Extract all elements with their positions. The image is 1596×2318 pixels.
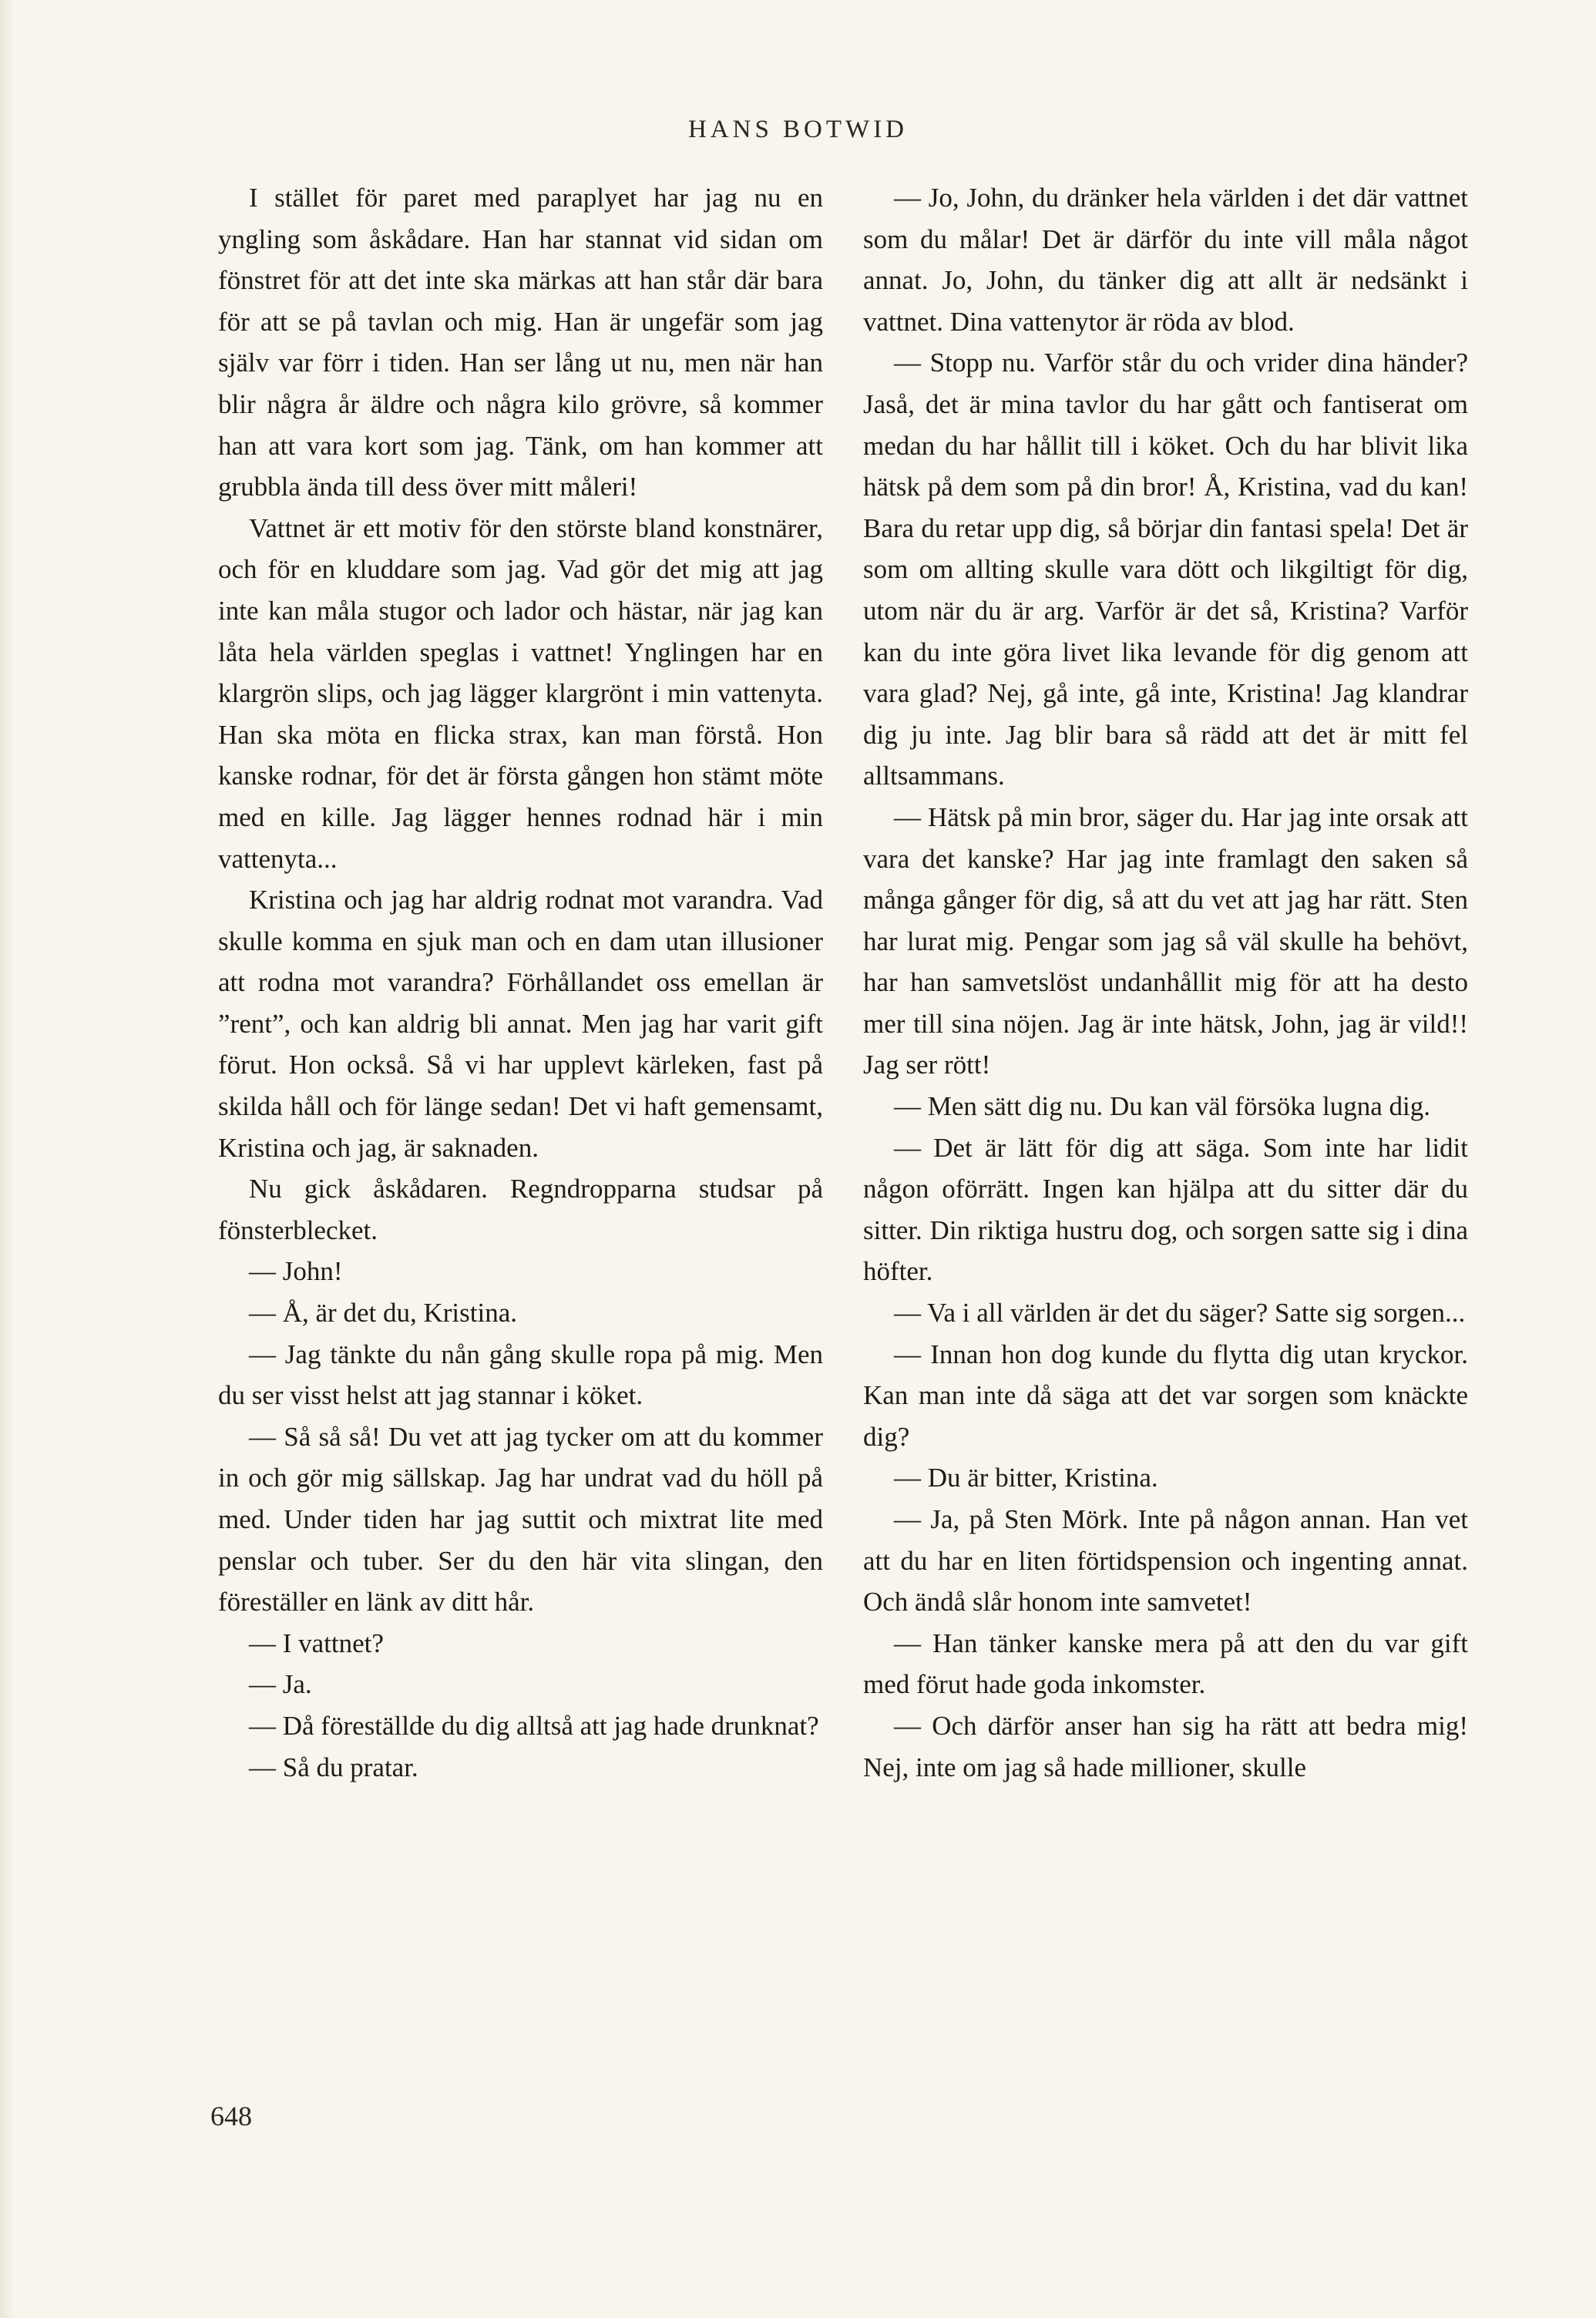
dialogue-line: — Hätsk på min bror, säger du. Har jag inte orsak att vara det kanske? Har jag inte framlagt den saken så många gånger för dig, så att du vet att jag har rätt. Sten har lurat mig. Pengar som jag så väl skulle ha behövt, har han samvetslöst undanhållit mig för att ha desto mer till sina nöjen. Jag är inte hätsk, John, jag är vild!! Jag ser rött! (863, 801, 1468, 1080)
left-column (218, 177, 823, 1788)
dialogue-line: — I vattnet? (249, 1628, 384, 1658)
dialogue-line: — Innan hon dog kunde du flytta dig utan kryckor. Kan man inte då säga att det var sorgen som knäckte dig? (863, 1339, 1468, 1452)
right-column (863, 177, 1468, 1788)
dialogue-line: — Och därför anser han sig ha rätt att bedra mig! Nej, inte om jag så hade millioner, skulle (863, 1710, 1468, 1782)
dialogue-line: — Va i all världen är det du säger? Satte sig sorgen... (894, 1298, 1466, 1329)
dialogue-line: — Stopp nu. Varför står du och vrider dina händer? Jaså, det är mina tavlor du har gått och fantiserat om medan du har hållit till i köket. Och du har blivit lika hätsk på dem som på din bror! Å, Kristina, vad du kan! Bara du retar upp dig, så börjar din fantasi spela! Det är som om allting skulle vara dött och likgiltigt för dig, utom när du är arg. Varför är det så, Kristina? Varför kan du inte göra livet lika levande för dig genom att vara glad? Nej, gå inte, gå inte, Kristina! Jag klandrar dig ju inte. Jag blir bara så rädd att det är mitt fel alltsammans. (863, 348, 1468, 791)
paragraph: Nu gick åskådaren. Regndropparna studsar på fönsterblecket. (218, 1174, 823, 1245)
dialogue-line: — Då föreställde du dig alltså att jag hade drunknat? (249, 1710, 819, 1741)
dialogue-line: — Ja. (249, 1669, 312, 1700)
dialogue-line: — John! (249, 1256, 343, 1287)
dialogue-line: — Så så så! Du vet att jag tycker om att du kommer in och gör mig sällskap. Jag har undrat vad du höll på med. Under tiden har jag suttit och mixtrat lite med penslar och tuber. Ser du den här vita slingan, den föreställer en länk av ditt hår. (218, 1421, 823, 1618)
dialogue-line: — Ja, på Sten Mörk. Inte på någon annan. Han vet att du har en liten förtidspension och ingenting annat. Och ändå slår honom inte samvetet! (863, 1504, 1468, 1618)
dialogue-line: — Han tänker kanske mera på att den du var gift med förut hade goda inkomster. (863, 1628, 1468, 1700)
running-head: HANS BOTWID (687, 116, 909, 143)
dialogue-line: — Men sätt dig nu. Du kan väl försöka lugna dig. (894, 1091, 1431, 1122)
paragraph: Vattnet är ett motiv för den störste bland konstnärer, och för en kluddare som jag. Vad gör det mig att jag inte kan måla stugor och lador och hästar, när jag kan låta hela världen speglas i vattnet! Ynglingen har en klargrön slips, och jag lägger klargrönt i min vattenyta. Han ska möta en flicka strax, kan man förstå. Hon kanske rodnar, för det är första gången hon stämt möte med en kille. Jag lägger hennes rodnad här i min vattenyta... (218, 512, 823, 874)
dialogue-line: — Så du pratar. (249, 1752, 418, 1782)
dialogue-line: — Jag tänkte du nån gång skulle ropa på mig. Men du ser visst helst att jag stannar i köket. (218, 1339, 823, 1411)
dialogue-line: — Du är bitter, Kristina. (894, 1463, 1158, 1493)
paragraph: I stället för paret med paraplyet har jag nu en yngling som åskådare. Han har stannat vid sidan om fönstret för att det inte ska märkas att han står där bara för att se på tavlan och mig. Han är ungefär som jag själv var förr i tiden. Han ser lång ut nu, men när han blir några år äldre och några kilo grövre, så kommer han att vara kort som jag. Tänk, om han kommer att grubbla ända till dess över mitt måleri! (218, 183, 823, 502)
page-number: 648 (210, 2101, 252, 2132)
dialogue-line: — Å, är det du, Kristina. (249, 1298, 517, 1329)
dialogue-line: — Jo, John, du dränker hela världen i det där vattnet som du målar! Det är därför du inte vill måla något annat. Jo, John, du tänker dig att allt är nedsänkt i vattnet. Dina vattenytor är röda av blod. (863, 183, 1468, 337)
page-edge-shadow (0, 0, 14, 2318)
dialogue-line: — Det är lätt för dig att säga. Som inte har lidit någon oförrätt. Ingen kan hjälpa att du sitter där du sitter. Din riktiga hustru dog, och sorgen satte sig i dina höfter. (863, 1132, 1468, 1287)
paragraph: Kristina och jag har aldrig rodnat mot varandra. Vad skulle komma en sjuk man och en dam utan illusioner att rodna mot varandra? Förhållandet oss emellan är ”rent”, och kan aldrig bli annat. Men jag har varit gift förut. Hon också. Så vi har upplevt kärleken, fast på skilda håll och för länge sedan! Det vi haft gemensamt, Kristina och jag, är saknaden. (218, 885, 823, 1163)
